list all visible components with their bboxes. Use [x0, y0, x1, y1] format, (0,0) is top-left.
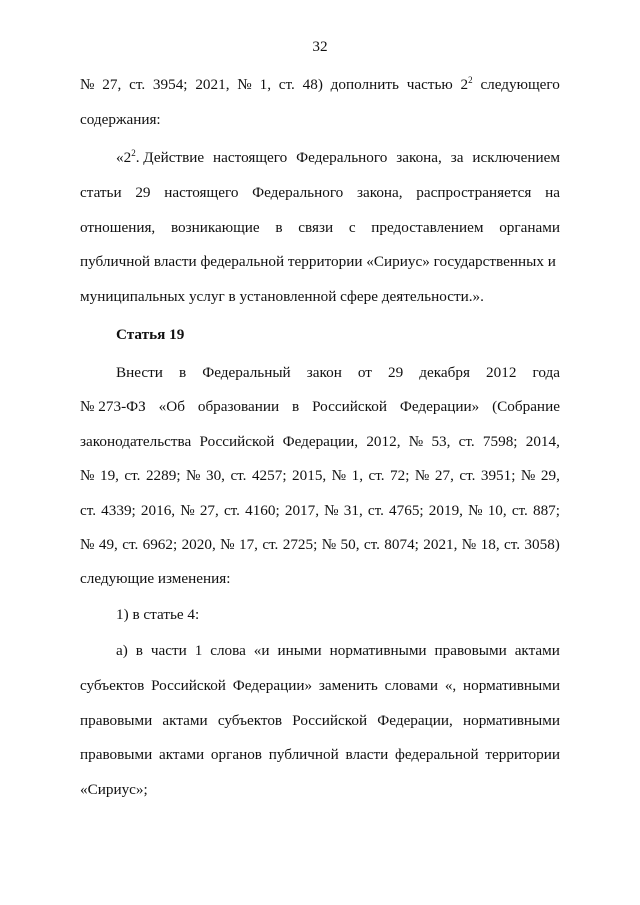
word: №: [331, 467, 347, 484]
word: 2019,: [428, 502, 463, 519]
text-line: следующие изменения:: [80, 570, 231, 587]
word: Внести: [116, 364, 163, 381]
word: федеральной: [395, 746, 479, 763]
word: 19,: [99, 467, 119, 484]
word: правовыми: [80, 712, 153, 729]
word: связи: [298, 219, 334, 236]
text-line: [80, 219, 560, 237]
word: №: [80, 536, 95, 553]
word: 10,: [487, 502, 507, 519]
word: настоящего: [213, 149, 288, 166]
word: 17,: [238, 536, 258, 553]
word: субъектов: [217, 712, 283, 729]
word: Федерального: [296, 149, 388, 166]
word: актами: [514, 642, 560, 659]
word: закон: [306, 364, 342, 381]
word: 30,: [205, 467, 225, 484]
word: №: [324, 502, 339, 519]
text-line: содержания:: [80, 111, 161, 128]
word: возникающие: [170, 219, 260, 236]
word: на: [545, 184, 560, 201]
word: отношения,: [80, 219, 156, 236]
word: 27,: [102, 76, 122, 93]
word: ст.: [368, 467, 385, 484]
word: субъектов: [80, 677, 145, 694]
article-heading: Статья 19: [116, 326, 185, 343]
word: Федерального: [252, 184, 344, 201]
word: следующего: [480, 76, 560, 93]
word: слова: [210, 642, 246, 659]
word-with-superscript: «$2^2$. Действие: [116, 148, 205, 166]
word: Федерации,: [282, 433, 359, 450]
word: 27,: [199, 502, 219, 519]
word: № 273-ФЗ: [80, 398, 146, 415]
word: 1,: [351, 467, 364, 484]
word: 29,: [540, 467, 560, 484]
word: 2725;: [282, 536, 318, 553]
word: территории: [485, 746, 560, 763]
text-line: [80, 502, 560, 520]
word: №: [180, 502, 195, 519]
word: 4257;: [251, 467, 287, 484]
word: 2016,: [140, 502, 176, 519]
word: 2289;: [145, 467, 181, 484]
word: статьи: [80, 184, 122, 201]
word: №: [461, 536, 477, 553]
text-line: [80, 677, 560, 695]
word: ст.: [458, 433, 475, 450]
text-line: [116, 642, 560, 660]
word: 7598;: [482, 433, 518, 450]
word: актами: [162, 712, 208, 729]
word: нормативными: [463, 677, 560, 694]
word: настоящего: [164, 184, 239, 201]
word: законодательства: [80, 433, 192, 450]
list-item: 1) в статье 4:: [116, 606, 200, 623]
word: №: [468, 502, 483, 519]
word: ст.: [80, 502, 97, 519]
word: ст.: [459, 467, 476, 484]
word: «Об: [158, 398, 185, 415]
word: 2021,: [195, 76, 230, 93]
word: декабря: [419, 364, 470, 381]
word: за: [450, 149, 464, 166]
word: иными: [277, 642, 322, 659]
word: 3058): [524, 536, 560, 553]
word: №: [321, 536, 337, 553]
word: ст.: [122, 536, 139, 553]
word: ст.: [504, 536, 521, 553]
text-line: публичной власти федеральной территории «Сириус» государственных и: [80, 253, 556, 270]
word: в: [275, 219, 283, 236]
word-with-superscript: $2^2$: [460, 75, 473, 93]
text-line: [116, 149, 560, 167]
word: «,: [444, 677, 457, 694]
word: №: [237, 76, 252, 93]
word: 1: [194, 642, 203, 659]
word: власти: [345, 746, 389, 763]
word: №: [220, 536, 235, 553]
word: 48): [302, 76, 323, 93]
text-line: [80, 184, 560, 202]
text-line: [80, 398, 560, 416]
word: 29: [388, 364, 404, 381]
text-line: муниципальных услуг в установленной сфере деятельности.».: [80, 288, 484, 305]
word: 4339;: [101, 502, 136, 519]
word: №: [408, 433, 424, 450]
text-line: [80, 746, 560, 764]
word: ст.: [511, 502, 528, 519]
word: нормативными: [329, 642, 427, 659]
text-line: [80, 467, 560, 485]
word: в: [178, 364, 187, 381]
word: органов: [210, 746, 262, 763]
word: Российской: [312, 398, 387, 415]
word: исключением: [472, 149, 560, 166]
word: 2020,: [181, 536, 216, 553]
word: ст.: [278, 76, 295, 93]
word: ст.: [363, 536, 380, 553]
word: 2014,: [525, 433, 560, 450]
word: 2012: [486, 364, 517, 381]
word: №: [80, 467, 95, 484]
word: ст.: [223, 502, 240, 519]
word: ст.: [262, 536, 279, 553]
word: 2015,: [292, 467, 327, 484]
text-line: [80, 536, 560, 554]
text-line: «Сириус»;: [80, 781, 148, 798]
word: публичной: [268, 746, 339, 763]
text-line: [116, 364, 560, 382]
word: 4160;: [245, 502, 280, 519]
word: закона,: [356, 184, 403, 201]
word: от: [357, 364, 372, 381]
word: 2021,: [423, 536, 458, 553]
word: 53,: [431, 433, 451, 450]
word: с: [348, 219, 356, 236]
superscript: 2: [131, 148, 136, 158]
word: правовыми: [80, 746, 153, 763]
word: 1,: [259, 76, 271, 93]
word: в: [135, 642, 143, 659]
superscript: 2: [468, 75, 473, 85]
word: актами: [158, 746, 205, 763]
page-number: 32: [312, 38, 328, 55]
word: 887;: [532, 502, 560, 519]
word: частью: [406, 76, 453, 93]
word: 3951;: [480, 467, 516, 484]
word: «и: [253, 642, 270, 659]
word: Российской: [199, 433, 275, 450]
word: 2017,: [284, 502, 320, 519]
word: 49,: [98, 536, 118, 553]
text-line: [80, 433, 560, 451]
word: (Собрание: [492, 398, 560, 415]
word: №: [80, 76, 95, 93]
word: словами: [384, 677, 438, 694]
word: 50,: [340, 536, 360, 553]
word: 3954;: [152, 76, 188, 93]
word: Федерации»: [399, 398, 480, 415]
word: №: [414, 467, 430, 484]
word: Российской: [292, 712, 368, 729]
word: заменить: [318, 677, 378, 694]
word: ст.: [124, 467, 141, 484]
word: части: [150, 642, 187, 659]
word: а): [116, 642, 128, 659]
word: 18,: [480, 536, 500, 553]
word: 8074;: [384, 536, 419, 553]
word: ст.: [367, 502, 384, 519]
word: предоставлением: [371, 219, 484, 236]
word: №: [186, 467, 201, 484]
text-line: [80, 76, 560, 94]
word: правовыми: [434, 642, 507, 659]
word: ст.: [129, 76, 146, 93]
word: Российской: [151, 677, 226, 694]
word: 6962;: [142, 536, 178, 553]
word: распространяется: [416, 184, 532, 201]
word: Федерации,: [377, 712, 453, 729]
word: Федеральный: [202, 364, 291, 381]
word: 4765;: [389, 502, 424, 519]
word: №: [520, 467, 536, 484]
word: Федерации»: [232, 677, 313, 694]
word: ст.: [230, 467, 247, 484]
word: дополнить: [330, 76, 399, 93]
word: образовании: [197, 398, 280, 415]
word: 31,: [343, 502, 363, 519]
word: нормативными: [463, 712, 560, 729]
word: 29: [135, 184, 151, 201]
word: 72;: [390, 467, 410, 484]
word: 27,: [434, 467, 454, 484]
word: закона,: [396, 149, 442, 166]
word: органами: [499, 219, 560, 236]
word: в: [292, 398, 300, 415]
word: года: [532, 364, 560, 381]
word: 2012,: [366, 433, 401, 450]
text-line: [80, 712, 560, 730]
